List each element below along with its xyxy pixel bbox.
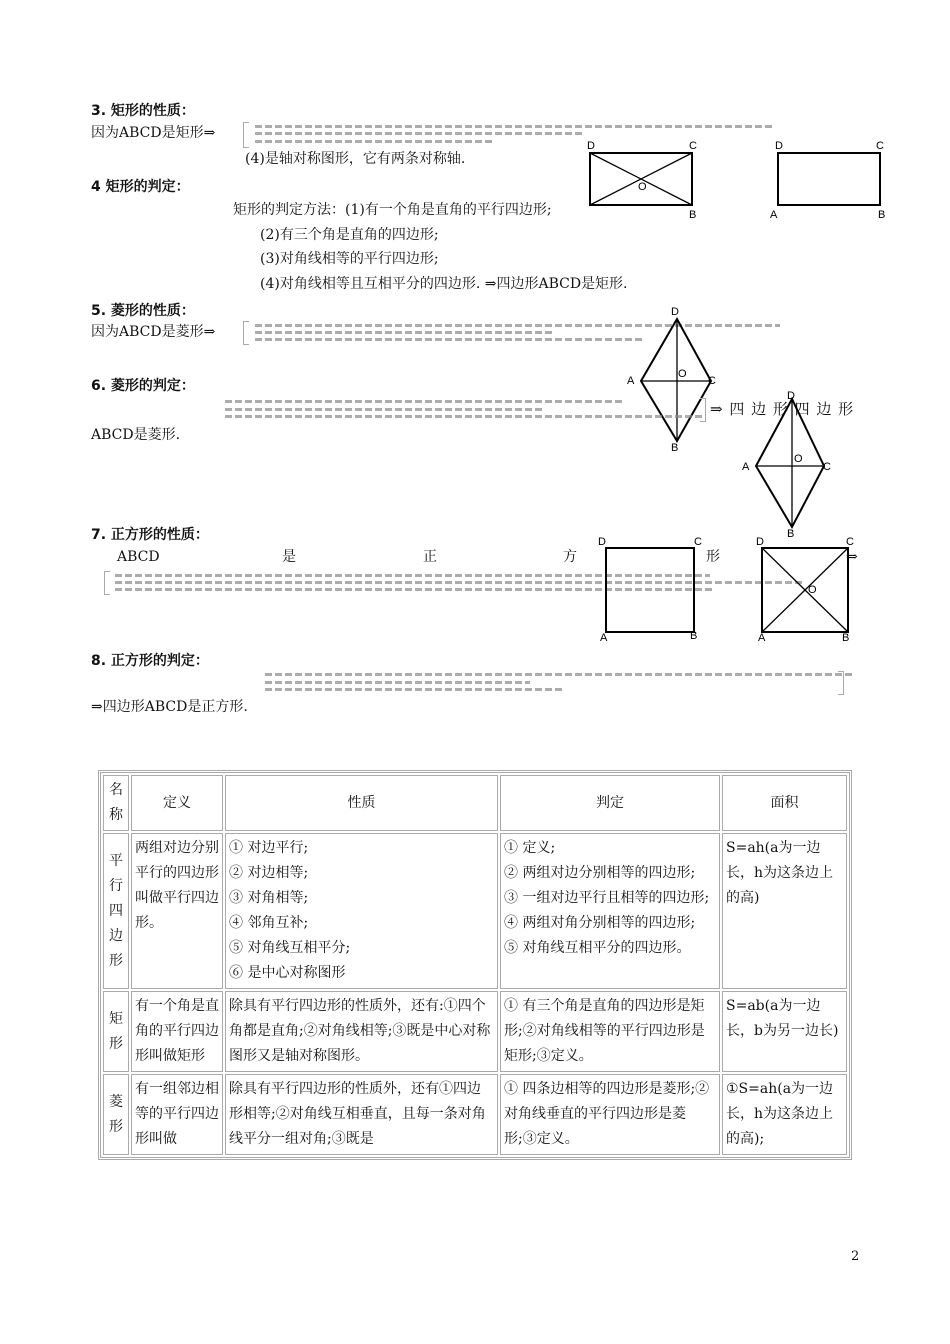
label-c: C <box>694 536 702 548</box>
label-a: A <box>600 632 608 644</box>
section7-heading: 7. 正方形的性质： <box>91 527 209 543</box>
section6-conclusion-2: ABCD是菱形. <box>91 427 181 443</box>
header-criteria: 判定 <box>500 775 720 831</box>
illegible-line <box>255 331 555 334</box>
row-criteria <box>500 833 720 989</box>
label-d: D <box>775 140 783 152</box>
illegible-line <box>225 408 545 411</box>
rhombus-figure-2 <box>738 385 838 540</box>
label-o: O <box>678 368 687 380</box>
illegible-line <box>255 338 645 341</box>
label-d: D <box>787 390 795 402</box>
rhombus-figure <box>625 305 725 455</box>
row-properties <box>225 833 498 989</box>
section5-lead: 因为ABCD是菱形⇒ <box>91 324 216 340</box>
label-b: B <box>671 442 679 454</box>
illegible-line <box>255 140 495 143</box>
table-header-row <box>103 775 847 831</box>
label-b: B <box>690 630 698 642</box>
table-row <box>103 1074 847 1155</box>
label-c: C <box>876 140 884 152</box>
label-a: A <box>770 209 778 221</box>
square-figure <box>596 535 716 645</box>
criterion-item: ⑤ 对角线互相平分的四边形。 <box>504 940 691 956</box>
section7-word-2: 是 <box>282 549 296 565</box>
label-d: D <box>587 140 595 152</box>
page-number: 2 <box>851 1249 860 1264</box>
brace <box>104 571 110 595</box>
property-item: ① 对边平行; <box>229 840 309 856</box>
property-item: ④ 邻角互补; <box>229 915 309 931</box>
section7-word-5: 形 <box>706 549 720 565</box>
row-area: S=ah(a为一边长，h为这条边上的高) <box>722 833 847 989</box>
label-c: C <box>823 461 831 473</box>
brace <box>243 321 249 345</box>
section3-heading: 3. 矩形的性质： <box>91 103 195 119</box>
criterion-item: ④ 两组对角分别相等的四边形; <box>504 915 696 931</box>
criterion-item: ② 两组对边分别相等的四边形; <box>504 865 696 881</box>
quadrilateral-summary-table <box>98 770 852 1160</box>
brace <box>700 398 706 422</box>
section8-heading: 8. 正方形的判定： <box>91 653 209 669</box>
criterion-item: ③ 一组对边平行且相等的四边形; <box>504 890 710 906</box>
row-name: 菱形 <box>103 1074 129 1155</box>
section6-conclusion: ⇒ 四 边 形 四 边 形 <box>710 400 855 418</box>
section8-conclusion: ⇒四边形ABCD是正方形. <box>91 699 248 715</box>
label-d: D <box>671 306 679 318</box>
illegible-line <box>225 415 705 418</box>
section5-heading: 5. 菱形的性质： <box>91 303 195 319</box>
row-criteria: ① 四条边相等的四边形是菱形;②对角线垂直的平行四边形是菱形;③定义。 <box>500 1074 720 1155</box>
header-properties: 性质 <box>225 775 498 831</box>
brace <box>838 671 844 695</box>
section6-heading: 6. 菱形的判定： <box>91 378 195 394</box>
illegible-line <box>265 673 855 676</box>
row-area: ①S=ah(a为一边长，h为这条边上的高); <box>722 1074 847 1155</box>
illegible-line <box>265 688 565 691</box>
label-a: A <box>627 375 635 387</box>
illegible-line <box>255 132 585 135</box>
row-name: 矩形 <box>103 991 129 1072</box>
label-o: O <box>638 181 647 193</box>
table-row <box>103 833 847 989</box>
label-d: D <box>756 536 764 548</box>
rect-criterion-4: (4)对角线相等且互相平分的四边形. ⇒四边形ABCD是矩形. <box>260 276 628 292</box>
criterion-item: ① 定义; <box>504 840 556 856</box>
header-definition: 定义 <box>131 775 223 831</box>
section4-heading: 4 矩形的判定： <box>91 179 190 195</box>
square-diagonal-figure <box>752 535 872 645</box>
illegible-line <box>255 125 775 128</box>
section7-arrow: ⇒ <box>846 549 858 565</box>
property-item: ⑥ 是中心对称图形 <box>229 965 346 981</box>
row-definition: 两组对边分别平行的四边形叫做平行四边形。 <box>131 833 223 989</box>
label-o: O <box>794 453 803 465</box>
row-properties: 除具有平行四边形的性质外，还有:①四个角都是直角;②对角线相等;③既是中心对称图形又是轴对称图形。 <box>225 991 498 1072</box>
label-b: B <box>787 528 795 540</box>
section3-item4: (4)是轴对称图形，它有两条对称轴. <box>245 151 466 167</box>
rect-criterion-1: 矩形的判定方法：(1)有一个角是直角的平行四边形; <box>233 202 552 218</box>
section7-word-3: 正 <box>423 549 437 565</box>
section7-word-4: 方 <box>563 549 577 565</box>
row-criteria: ① 有三个角是直角的四边形是矩形;②对角线相等的平行四边形是矩形;③定义。 <box>500 991 720 1072</box>
property-item: ⑤ 对角线互相平分; <box>229 940 351 956</box>
table-row <box>103 991 847 1072</box>
illegible-line <box>225 400 625 403</box>
label-b: B <box>842 632 850 644</box>
property-item: ② 对边相等; <box>229 865 309 881</box>
brace <box>243 122 249 148</box>
label-a: A <box>758 632 766 644</box>
property-item: ③ 对角相等; <box>229 890 309 906</box>
header-name: 名称 <box>103 775 129 831</box>
label-d: D <box>598 536 606 548</box>
rect-criterion-3: (3)对角线相等的平行四边形; <box>260 251 439 267</box>
rectangle-figure <box>768 138 898 223</box>
row-properties: 除具有平行四边形的性质外，还有①四边形相等;②对角线互相垂直，且每一条对角线平分一组对角;③既是 <box>225 1074 498 1155</box>
row-name: 平行四边形 <box>103 833 129 989</box>
label-b: B <box>878 209 886 221</box>
row-area: S=ab(a为一边长，b为另一边长) <box>722 991 847 1072</box>
label-c: C <box>689 140 697 152</box>
rectangle-diagonal-figure <box>585 138 705 223</box>
label-c: C <box>846 536 854 548</box>
rect-criterion-2: (2)有三个角是直角的四边形; <box>260 227 439 243</box>
section7-word-abcd: ABCD <box>117 549 160 565</box>
label-c: C <box>708 375 716 387</box>
row-definition: 有一组邻边相等的平行四边形叫做 <box>131 1074 223 1155</box>
header-area: 面积 <box>722 775 847 831</box>
row-definition: 有一个角是直角的平行四边形叫做矩形 <box>131 991 223 1072</box>
label-a: A <box>742 461 750 473</box>
illegible-line <box>265 681 530 684</box>
label-b: B <box>689 209 697 221</box>
section3-lead: 因为ABCD是矩形⇒ <box>91 125 216 141</box>
label-o: O <box>808 584 817 596</box>
